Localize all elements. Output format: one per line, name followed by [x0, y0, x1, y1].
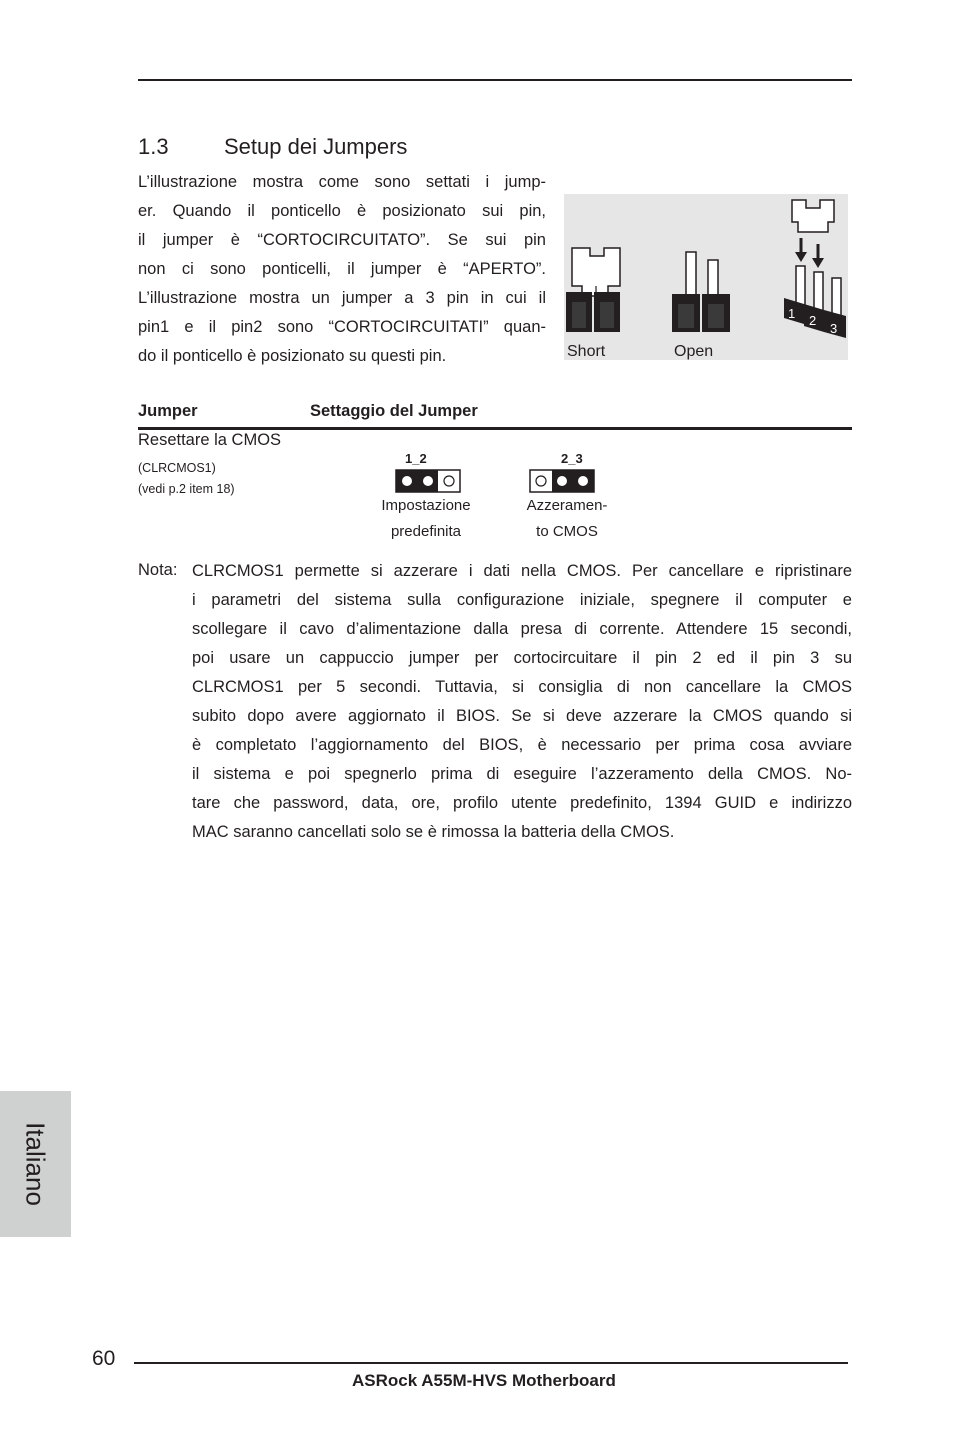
note-label: Nota:: [138, 561, 178, 579]
top-rule: [138, 79, 852, 81]
note-line: è completato l’aggiornamento del BIOS, è necessario per prima cosa avviare: [192, 736, 852, 754]
pin-number-1: 1: [788, 306, 796, 321]
note-line: MAC saranno cancellati solo se è rimossa la batteria della CMOS.: [192, 823, 675, 841]
intro-line: non ci sono ponticelli, il jumper è “APERTO”.: [138, 260, 546, 278]
setting-b-caption-line1: Azzeramen-: [526, 497, 608, 514]
setting-b-caption-line2: to CMOS: [536, 523, 598, 540]
note-line: scollegare il cavo d’alimentazione dalla presa di corrente. Attendere 15 secondi,: [192, 620, 852, 638]
pin-label-2-3: 2_3: [561, 451, 583, 466]
note-line: il sistema e poi spegnerlo prima di eseguire l’azzeramento della CMOS. No-: [192, 765, 852, 783]
intro-line: L’illustrazione mostra come sono settati i jump-: [138, 173, 546, 191]
jumper-illustration-svg: [564, 194, 848, 360]
footer-rule: [134, 1362, 848, 1364]
footer-product-name: ASRock A55M-HVS Motherboard: [352, 1371, 616, 1390]
intro-line: il jumper è “CORTOCIRCUITATO”. Se sui pin: [138, 231, 546, 249]
note-line: poi usare un cappuccio jumper per cortocircuitare il pin 2 ed il pin 3 su: [192, 649, 852, 667]
note-line: subito dopo avere aggiornato il BIOS. Se si deve azzerare la CMOS quando si: [192, 707, 852, 725]
short-jumper-icon: [566, 248, 620, 332]
jumper-2-3-icon: [529, 469, 595, 495]
language-side-tab: [0, 1091, 71, 1237]
note-line: CLRCMOS1 permette si azzerare i dati nella CMOS. Per cancellare e ripristinare: [192, 562, 852, 580]
note-line: CLRCMOS1 per 5 secondi. Tuttavia, si consiglia di non cancellare la CMOS: [192, 678, 852, 696]
open-label: Open: [674, 343, 714, 360]
intro-paragraph: [138, 168, 546, 371]
setting-a-caption-line1: Impostazione: [381, 497, 471, 514]
pin-label-1-2: 1_2: [405, 451, 427, 466]
intro-line: L’illustrazione mostra un jumper a 3 pin in cui il: [138, 289, 546, 307]
short-label: Short: [567, 343, 606, 360]
jumper-illustration: [564, 194, 848, 360]
setting-a-caption-line2: predefinita: [390, 523, 462, 540]
table-header-setting: Settaggio del Jumper: [310, 402, 478, 420]
table-header-rule: [138, 427, 852, 430]
intro-line: do il ponticello è posizionato su questi pin.: [138, 347, 447, 365]
section-number: 1.3: [138, 134, 169, 159]
note-line: i parametri del sistema sulla configurazione iniziale, spegnere il computer e: [192, 591, 852, 609]
table-header-jumper: Jumper: [138, 402, 198, 420]
note-paragraph: [192, 557, 852, 847]
intro-line: er. Quando il ponticello è posizionato sui pin,: [138, 202, 546, 220]
open-jumper-icon: [672, 252, 730, 332]
jumper-id: (CLRCMOS1): [138, 461, 216, 475]
pin-number-2: 2: [809, 313, 817, 328]
jumper-1-2-icon: [395, 469, 461, 495]
jumper-name: Resettare la CMOS: [138, 431, 282, 449]
section-title: Setup dei Jumpers: [224, 134, 408, 159]
jumper-reference: (vedi p.2 item 18): [138, 482, 235, 496]
note-line: tare che password, data, ore, profilo utente predefinito, 1394 GUID e indirizzo: [192, 794, 852, 812]
pin-number-3: 3: [830, 321, 838, 336]
intro-line: pin1 e il pin2 sono “CORTOCIRCUITATI” quan-: [138, 318, 546, 336]
page-number: 60: [92, 1347, 116, 1370]
language-label: Italiano: [20, 1122, 51, 1206]
